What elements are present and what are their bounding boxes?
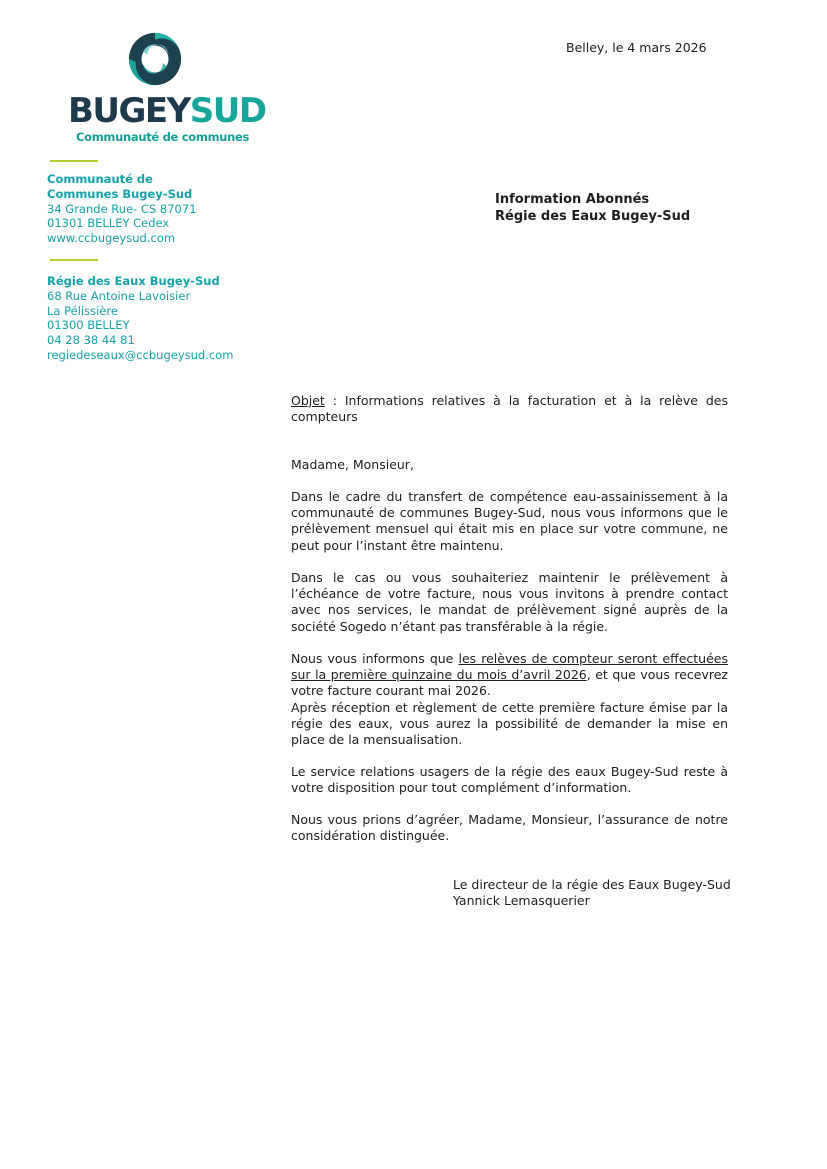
sender-block-regie [47,274,233,363]
sender-website-link[interactable]: www.ccbugeysud.com [47,231,176,246]
paragraph-meter-schedule [291,651,728,700]
sender-title-line: Régie des Eaux Bugey-Sud [47,274,220,288]
paragraph-direct-debit: Dans le cas ou vous souhaiteriez maintenir le prélèvement à l’échéance de votre facture, nous vous invitons à prendre contact avec nos services, le mandat de prélèvement signé auprès de la société Sogedo n’étant pas transférable à la régie. [291,570,728,634]
logo-tagline: Communauté de communes [76,130,250,144]
subject-separator: : [324,393,345,408]
bugeysud-logo [66,30,266,145]
logo-wordmark [68,91,266,131]
subject-label: Objet [291,393,325,408]
sender-title-line: Communauté de [47,172,153,186]
sender-title-line: Communes Bugey-Sud [47,186,193,201]
salutation: Madame, Monsieur, [291,457,414,472]
recipient-block [495,192,690,225]
separator-line [50,259,98,261]
sender-address-line: 01301 BELLEY Cedex [47,216,170,231]
logo-word-sud: SUD [189,91,266,131]
signature-title: Le directeur de la régie des Eaux Bugey-Sud [453,877,731,892]
sender-block-community [47,172,197,246]
paragraph-user-service: Le service relations usagers de la régie des eaux Bugey-Sud reste à votre disposition pour tout complément d’information. [291,764,728,796]
sender-email-link[interactable]: regiedeseaux@ccbugeysud.com [47,347,234,362]
sender-address-line: La Pélissière [47,303,118,318]
meter-reading-dates: les relèves de compteur seront effectuées sur la première quinzaine du mois d’avril 2026 [291,651,728,683]
meter-text-before: Nous vous informons que [291,651,459,666]
paragraph-transfer: Dans le cadre du transfert de compétence eau-assainissement à la communauté de communes Bugey-Sud, nous vous informons que le prélèvement mensuel qui était mis en place sur votre commune, ne peut pour l’instant être maintenu. [291,489,728,553]
recipient-line: Information Abonnés [495,192,650,207]
paragraph-monthly-payment: Après réception et règlement de cette première facture émise par la régie des eaux, vous aurez la possibilité de demander la mise en place de la mensualisation. [291,699,728,748]
swirl-logo-icon [126,30,184,88]
recipient-line: Régie des Eaux Bugey-Sud [495,208,691,224]
sender-address-line: 34 Grande Rue- CS 87071 [47,201,197,216]
sender-address-line: 68 Rue Antoine Lavoisier [47,288,191,303]
separator-line [50,160,98,162]
logo-word-bugey: BUGEY [68,91,190,131]
subject-text: Informations relatives à la facturation et à la relève des compteurs [291,393,728,425]
paragraph-meter-reading [291,651,728,748]
subject-line [291,393,728,425]
letter-date: Belley, le 4 mars 2026 [566,40,707,55]
meter-text-after: , et que vous recevrez votre facture courant mai 2026. [291,667,728,699]
sender-address-line: 01300 BELLEY [47,318,130,333]
sender-phone: 04 28 38 44 81 [47,333,135,348]
signature-name: Yannick Lemasquerier [453,893,590,909]
signature-block [453,877,731,909]
paragraph-closing: Nous vous prions d’agréer, Madame, Monsieur, l’assurance de notre considération distinguée. [291,812,728,844]
